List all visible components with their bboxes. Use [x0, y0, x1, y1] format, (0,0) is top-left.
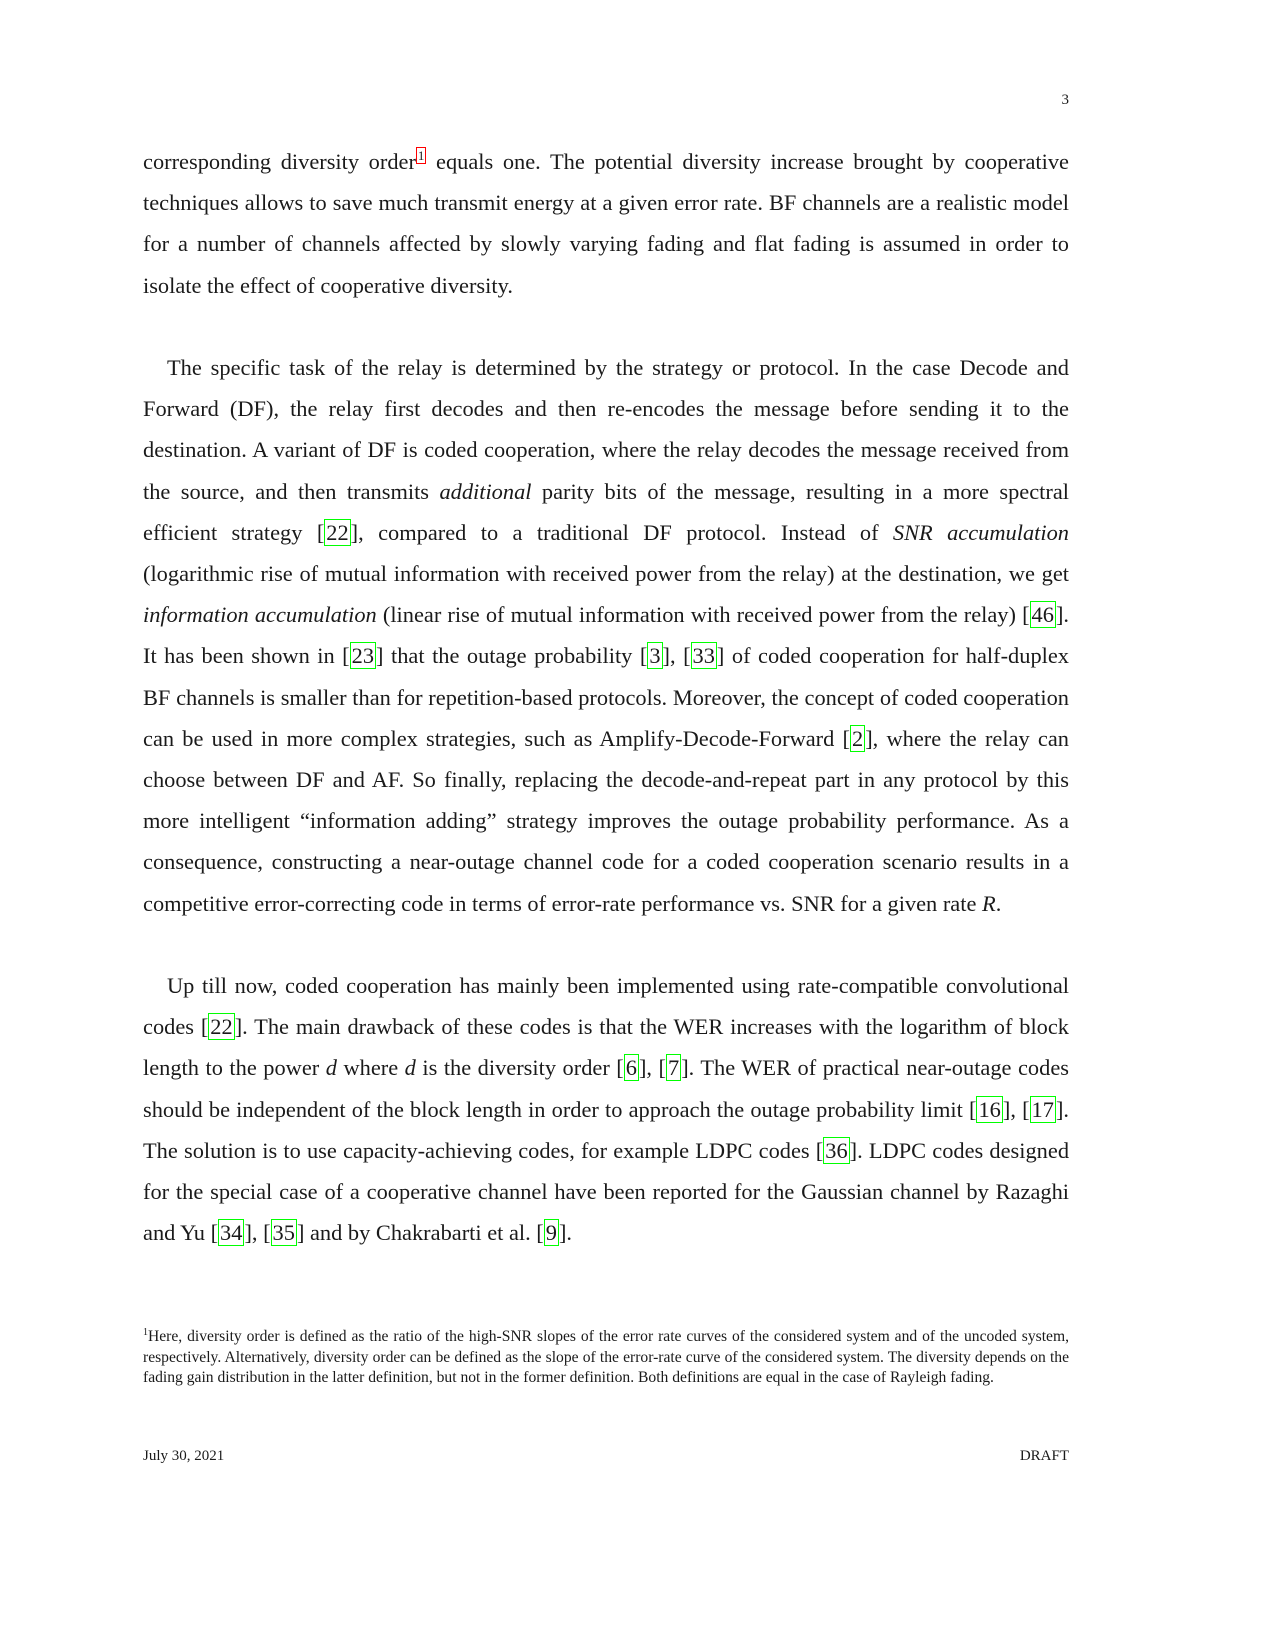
citation-link[interactable]: 22 — [210, 1014, 233, 1040]
text-run: ], [ — [244, 1220, 271, 1246]
text-run: ] and by Chakrabarti et al. [ — [296, 1220, 544, 1246]
citation-link[interactable]: 23 — [351, 643, 375, 669]
text-run: ], [ — [638, 1055, 666, 1081]
citation-link[interactable]: 35 — [272, 1220, 295, 1246]
text-run: additional — [439, 478, 532, 504]
text-run: Up till now, coded cooperation has mainly been implemented using rate-compatible convolutional codes [ — [143, 973, 1069, 1040]
footnote-ref-link[interactable]: 1 — [417, 148, 425, 163]
text-run: (logarithmic rise of mutual information with received power from the relay) at the destination, we get — [143, 561, 1069, 587]
text-run: ], [ — [662, 643, 691, 669]
math-symbol: R — [982, 890, 996, 916]
footnote-mark: 1 — [143, 1327, 148, 1338]
text-run: ]. The WER of practical near-outage codes should be independent of the block length in order to approach the outage probability limit [ — [143, 1055, 1069, 1122]
citation-link[interactable]: 34 — [220, 1220, 243, 1246]
footnote — [143, 1327, 1069, 1389]
text-run: ]. — [558, 1220, 573, 1246]
citation-link[interactable]: 17 — [1031, 1096, 1054, 1122]
text-run: corresponding diversity order — [143, 149, 416, 174]
text-run: ]. The solution is to use capacity-achieving codes, for example LDPC codes [ — [143, 1096, 1069, 1163]
citation-link[interactable]: 9 — [545, 1220, 557, 1246]
body-text — [143, 141, 1069, 1295]
math-symbol: d — [325, 1055, 337, 1081]
citation-link[interactable]: 36 — [825, 1137, 848, 1163]
text-run: ], compared to a traditional DF protocol. Instead of — [350, 519, 893, 545]
citation-link[interactable]: 46 — [1031, 602, 1054, 628]
text-run: SNR accumulation — [892, 519, 1069, 545]
text-run: The specific task of the relay is determined by the strategy or protocol. In the case Decode and Forward (DF), the relay first decodes and then re-encodes the message before sending it to the destination. A variant of DF is coded cooperation, where the relay decodes the message received from the source, and then transmits — [143, 355, 1069, 504]
citation-link[interactable]: 16 — [978, 1096, 1001, 1122]
text-run: equals one. The potential diversity increase brought by cooperative techniques allows to save much transmit energy at a given error rate. BF channels are a realistic model for a number of channels affected by slowly varying fading and flat fading is assumed in order to isolate the effect of cooperative diversity. — [143, 149, 1069, 298]
page-number: 3 — [1061, 92, 1069, 108]
text-run: . — [995, 890, 1002, 916]
citation-link[interactable]: 7 — [668, 1055, 680, 1081]
citation-link[interactable]: 2 — [852, 725, 864, 751]
text-run: parity bits of the message, resulting in a more spectral efficient strategy [ — [143, 478, 1069, 545]
paragraph-2 — [143, 347, 1069, 924]
text-run: ]. The main drawback of these codes is that the WER increases with the logarithm of block length to the power — [143, 1014, 1070, 1081]
text-run: ], [ — [1002, 1096, 1030, 1122]
citation-link[interactable]: 3 — [649, 643, 661, 669]
text-run: ]. LDPC codes designed for the special case of a cooperative channel have been reported for the Gaussian channel by Razaghi and Yu [ — [143, 1137, 1070, 1246]
text-run: ]. It has been shown in [ — [143, 602, 1069, 669]
text-run: is the diversity order [ — [415, 1055, 624, 1081]
footer-status: DRAFT — [1019, 1448, 1069, 1464]
text-run: ] of coded cooperation for half-duplex BF channels is smaller than for repetition-based protocols. Moreover, the concept of coded cooperation can be used in more complex strategies, such as Amplify-Decode-Forward [ — [143, 643, 1069, 751]
text-run: ] that the outage probability [ — [376, 643, 648, 669]
text-run: ], where the relay can choose between DF and AF. So finally, replacing the decode-and-repeat part in any protocol by this more intelligent “information adding” strategy improves the outage probability performance. As a consequence, constructing a near-outage channel code for a coded cooperation scenario results in a competitive error-correcting code in terms of error-rate performance vs. SNR for a given rate — [143, 725, 1069, 916]
citation-link[interactable]: 33 — [692, 643, 715, 669]
citation-link[interactable]: 22 — [326, 519, 349, 545]
text-run: information accumulation — [143, 602, 377, 628]
text-run: (linear rise of mutual information with received power from the relay) [ — [376, 602, 1030, 628]
footnote-text: Here, diversity order is defined as the ratio of the high-SNR slopes of the error rate curves of the considered system and of the uncoded system, respectively. Alternatively, diversity order can be defined as the slope of the error-rate curve of the considered system. The diversity depends on the fading gain distribution in the latter definition, but not in the former definition. Both definitions are equal in the case of Rayleigh fading. — [143, 1328, 1069, 1387]
paragraph-1 — [143, 141, 1069, 306]
paragraph-3 — [143, 965, 1069, 1253]
text-run: where — [336, 1055, 405, 1081]
math-symbol: d — [404, 1055, 416, 1081]
citation-link[interactable]: 6 — [625, 1055, 637, 1081]
footer-date: July 30, 2021 — [143, 1448, 225, 1464]
